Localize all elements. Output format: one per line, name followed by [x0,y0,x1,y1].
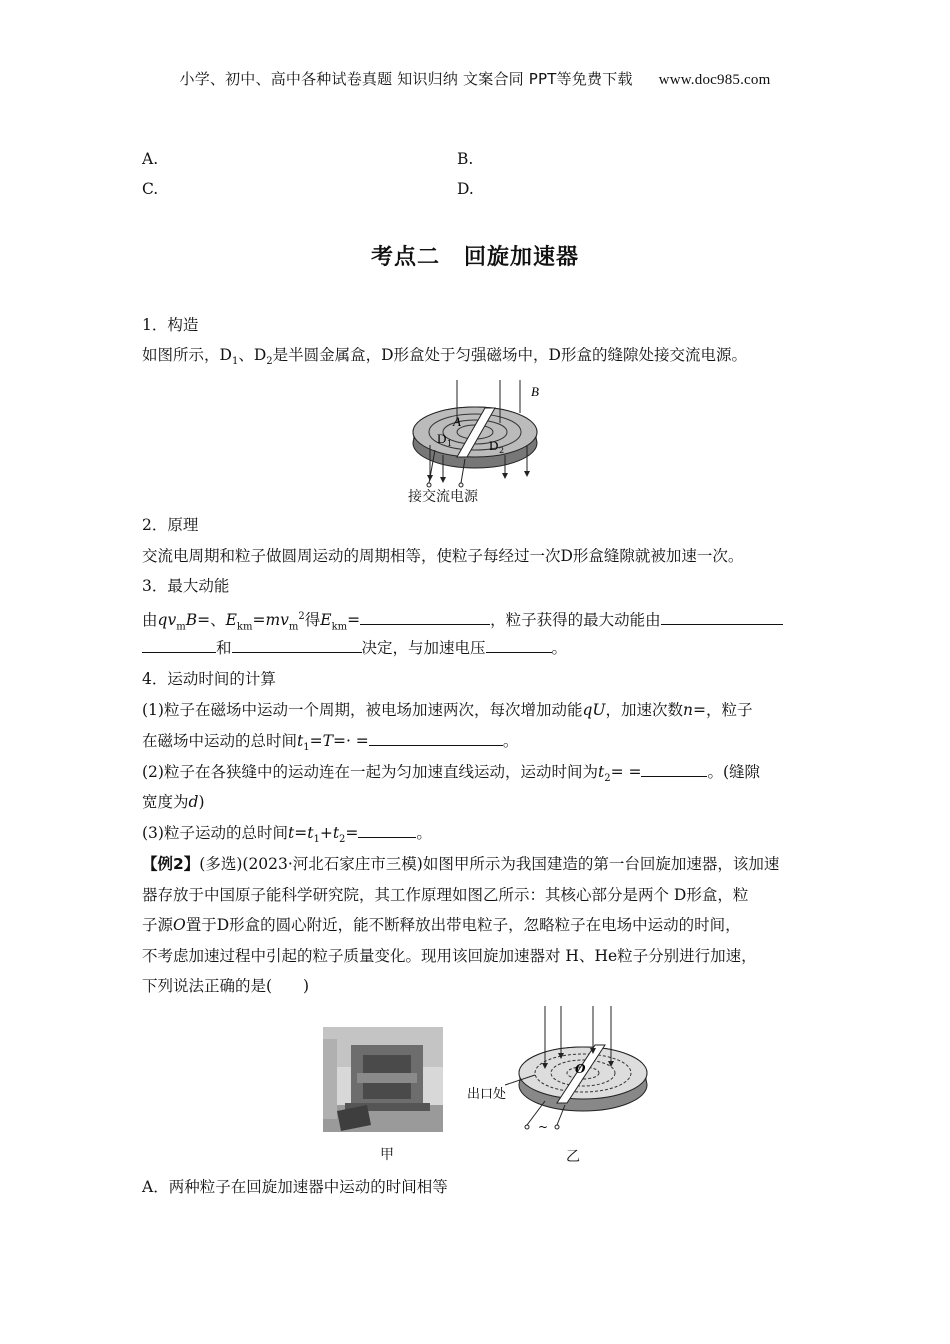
s4-line2 [142,728,812,761]
example-l1: (多选)(2023·河北石家庄市三模)如图甲所示为我国建造的第一台回旋加速器，该加速 [199,855,780,873]
s3-q: qv [157,611,177,630]
s4-l5b: = [294,824,308,842]
example-line3 [142,912,812,938]
s4-line1 [142,697,812,723]
s4-blank1[interactable] [369,729,503,746]
s4-l5e: 。 [416,824,432,842]
example-l3b: 置于D形盒的圆心附近，能不断释放出带电粒子，忽略粒子在电场中运动的时间， [185,916,741,934]
s4-n: n [682,701,693,719]
example-line4: 不考虑加速过程中引起的粒子质量变化。现用该回旋加速器对 H、He粒子分别进行加速， [142,947,757,965]
s3-line2 [142,635,812,661]
s1-text [142,342,812,375]
s4-line3 [142,759,812,792]
s3-km2: km [331,621,348,633]
s4-line4 [142,789,812,815]
s4-tt1: t [307,824,314,842]
page-header [0,68,950,89]
s4-l1b: ，加速次数 [605,701,683,719]
s3-p5: = [347,611,361,630]
s3-blank4[interactable] [486,636,552,653]
s4-l5a: (3)粒子运动的总时间 [142,824,288,842]
fig2-caption-yi: 乙 [566,1149,580,1165]
exit-label: 出口处 [467,1087,507,1102]
option-d: D. [457,180,474,198]
fig1-label-d2: D [489,438,499,453]
s4-line5 [142,820,812,853]
s3-e: E [225,611,237,630]
s1-t1: 如图所示，D [142,346,232,364]
s4-l5d: = [345,824,359,842]
s1-t3: 是半圆金属盒，D形盒处于匀强磁场中，D形盒的缝隙处接交流电源。 [272,346,747,364]
s4-l1a: (1)粒子在磁场中运动一个周期，被电场加速两次，每次增加动能 [142,701,583,719]
option-b: B. [457,150,474,168]
s2-text: 交流电周期和粒子做圆周运动的周期相等，使粒子每经过一次D形盒缝隙就被加速一次。 [142,547,744,565]
s4-qu: qU [582,701,606,719]
s2-heading: 2．原理 [142,516,199,534]
s4-l2b: = [309,732,323,750]
s3-p2: =、 [197,611,226,630]
s1-heading: 1．构造 [142,316,199,334]
cyclotron-photo [323,1027,443,1132]
s3-sq: 2 [298,611,305,622]
s4-l3b: = = [610,763,642,781]
s4-tt1s: 1 [313,834,320,846]
s4-tt2: t [332,824,340,842]
s3-p7: 和 [216,639,232,657]
title-part2: 回旋加速器 [464,245,580,270]
s1-sub1: 1 [231,356,239,368]
cyclotron-principle-diagram [465,1003,650,1143]
option-a: A. [142,150,159,168]
answer-a: A．两种粒子在回旋加速器中运动的时间相等 [142,1178,448,1196]
s4-t2: t [597,763,605,781]
s3-blank2[interactable] [661,608,783,625]
ac-symbol: ~ [538,1120,549,1134]
fig1-label-b: B [531,384,539,399]
s1-t2: 、D [238,346,267,364]
s4-l2c: =· = [332,732,369,750]
s3-mv: mv [265,611,289,630]
s4-l1c: =，粒子 [692,701,753,719]
s3-blank1[interactable] [360,608,490,625]
example-line2: 器存放于中国原子能科学研究院，其工作原理如图乙所示：其核心部分是两个 D形盒，粒 [142,886,749,904]
example-line5: 下列说法正确的是( ) [142,977,310,995]
s4-l5c: + [319,824,333,842]
s4-l4b: ) [198,793,205,811]
s4-blank2[interactable] [641,760,707,777]
s4-tt2s: 2 [339,834,346,846]
s3-p3: = [252,611,266,630]
s3-m2: m [288,621,299,633]
s3-p9: 。 [551,639,568,657]
example-o: O [173,916,186,934]
s4-l3a: (2)粒子在各狭缝中的运动连在一起为匀加速直线运动，运动时间为 [142,763,598,781]
header-site: www.doc985.com [658,72,771,88]
fig2-caption-jia: 甲 [380,1147,394,1163]
s4-t1: t [297,732,304,750]
fig1-label-d1-sub: 1 [447,439,453,448]
fig1-label-a: A [453,414,461,429]
fig1-label-d2-sub: 2 [499,446,505,455]
option-c: C. [142,180,159,198]
s4-l2d: 。 [502,732,519,750]
s4-t2s: 2 [604,773,611,785]
s3-heading: 3．最大动能 [142,577,230,595]
s4-T: T [322,732,333,750]
title-part1: 考点二 [370,245,440,270]
s4-l2a: 在磁场中运动的总时间 [142,732,298,750]
s4-t1s: 1 [303,742,310,754]
example-line1 [142,851,812,877]
s3-blank2-cont[interactable] [142,636,216,653]
s3-km: km [236,621,253,633]
s3-m1: m [176,621,186,633]
example-l3a: 子源 [142,916,174,934]
fig1-caption: 接交流电源 [408,489,478,505]
s4-l4a: 宽度为 [142,793,189,811]
header-text: 小学、初中、高中各种试卷真题 知识归纳 文案合同 PPT等免费下载 [179,70,633,88]
s3-p6: ，粒子获得的最大动能由 [490,611,661,630]
source-o-label: O [575,1062,586,1076]
fig1-label-d1: D [437,431,447,446]
s4-l3c: 。(缝隙 [707,763,761,781]
section-title [0,240,950,271]
s1-sub2: 2 [266,356,273,368]
s4-t: t [287,824,295,842]
s4-blank3[interactable] [358,821,416,838]
s3-blank3[interactable] [232,636,362,653]
s3-p4: 得 [304,611,321,630]
example-tag: 【例2】 [142,855,200,873]
s3-p1: 由 [142,611,158,630]
s3-e2: E [320,611,332,630]
s3-b: B [185,611,198,630]
s3-p8: 决定，与加速电压 [361,639,486,657]
s4-heading: 4．运动时间的计算 [142,670,276,688]
s4-d: d [188,793,199,811]
